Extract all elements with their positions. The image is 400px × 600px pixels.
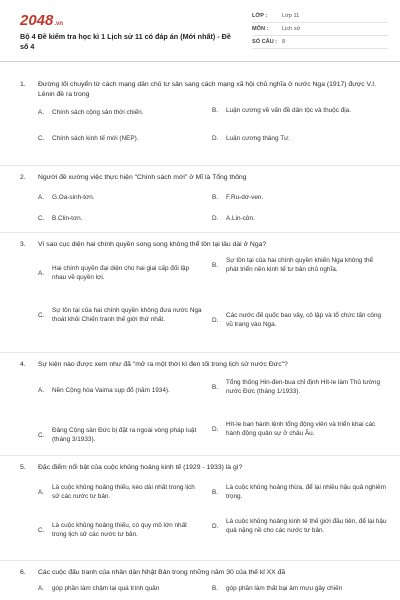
meta-table [252, 10, 388, 49]
divider [0, 352, 400, 353]
option-a[interactable]: A. G.Oa-sinh-tơn. [38, 193, 95, 201]
option-b[interactable]: B. F.Ru-dơ-ven. [212, 193, 264, 201]
question-text: Vì sao cục diện hai chính quyền song song không thể tồn tại lâu dài ở Nga? [38, 241, 267, 248]
question-number: 5. [20, 464, 26, 471]
document-title: Bộ 4 Đề kiểm tra học kì 1 Lịch sử 11 có đáp án (Mới nhất) - Đề số 4 [20, 32, 231, 51]
option-c[interactable]: C. Đảng Cộng sản Đức bị đặt ra ngoài vòng pháp luật (tháng 3/1933). [38, 426, 197, 444]
page-header [0, 0, 400, 62]
logo-text: 2048 [20, 12, 54, 29]
options [20, 256, 392, 356]
question-number: 6. [20, 569, 26, 576]
divider [0, 232, 400, 233]
options [20, 584, 392, 598]
option-b[interactable]: B. Luận cương về vấn đề dân tộc và thuộc địa. [212, 106, 352, 114]
question-text: Các cuộc đấu tranh của nhân dân Nhật Bản trong những năm 30 của thế kỉ XX đã [38, 569, 286, 576]
option-b[interactable]: B. Là cuộc khủng hoảng thừa, để lại nhiều hậu quả nghiêm trọng. [212, 483, 386, 501]
meta-row-class [252, 10, 388, 23]
option-a[interactable]: A. góp phần làm chậm lại quá trình quân [38, 584, 160, 592]
option-a[interactable]: A. Chính sách cộng sản thời chiến. [38, 108, 144, 116]
option-d[interactable]: D. Hít-le ban hành lệnh tổng động viên và triển khai các hành động quân sự ở châu Âu. [212, 420, 376, 438]
option-d[interactable]: D. Luận cương tháng Tư. [212, 134, 291, 142]
option-d[interactable]: D. A.Lin-côn. [212, 214, 255, 222]
meta-key: SỐ CÂU : [252, 39, 278, 45]
question-2 [20, 173, 392, 229]
question-number: 4. [20, 361, 26, 368]
question-1 [20, 80, 392, 152]
question-4 [20, 360, 392, 466]
divider [0, 560, 400, 561]
site-logo[interactable] [20, 12, 63, 29]
option-c[interactable]: C. B.Clin-tơn. [38, 214, 83, 222]
option-b[interactable]: B. góp phần làm thất bại âm mưu gây chiến [212, 584, 343, 592]
meta-key: MÔN : [252, 26, 269, 32]
options [20, 106, 392, 152]
logo-suffix: .vn [54, 21, 64, 27]
question-number: 2. [20, 174, 26, 181]
question-number: 1. [20, 81, 26, 88]
options [20, 479, 392, 563]
question-5 [20, 463, 392, 563]
meta-row-subject [252, 23, 388, 36]
meta-value: Lịch sử [282, 26, 301, 32]
option-d[interactable]: D. Các nước đế quốc bao vây, cô lập và tổ chức tấn công vũ trang vào Nga. [212, 311, 382, 329]
option-a[interactable]: A. Hai chính quyền đại diện cho hai giai cấp đối lập nhau về quyền lợi. [38, 264, 190, 282]
option-c[interactable]: C. Là cuộc khủng hoảng thiếu, có quy mô lớn nhất trong lịch sử các nước tư bản. [38, 521, 187, 539]
option-a[interactable]: A. Là cuộc khủng hoảng thiếu, kéo dài nhất trong lịch sử các nước tư bản. [38, 483, 195, 501]
divider [0, 165, 400, 166]
options [20, 376, 392, 466]
option-a[interactable]: A. Nền Cộng hòa Vaima sụp đổ (năm 1934). [38, 386, 170, 394]
question-number: 3. [20, 241, 26, 248]
option-b[interactable]: B. Tổng thống Hin-đen-bua chỉ định Hít-le làm Thủ tướng nước Đức (tháng 1/1933). [212, 378, 380, 396]
option-d[interactable]: D. Là cuộc khủng hoảng kinh tế thế giới đầu tiên, để lại hậu quả nặng nề cho các nước tư bản. [212, 517, 387, 535]
divider [0, 455, 400, 456]
question-text: Người đề xướng việc thực hiện "Chính sách mới" ở Mĩ là Tổng thống [38, 174, 247, 181]
option-b[interactable]: B. Sự tồn tại của hai chính quyền khiến Nga không thể phát triển nền kinh tế tư bản chủ nghĩa. [212, 256, 374, 274]
question-text: Sự kiện nào được xem như đã "mở ra một thời kì đen tối trong lịch sử nước Đức"? [38, 361, 288, 368]
option-c[interactable]: C. Chính sách kinh tế mới (NEP). [38, 134, 139, 142]
options [20, 189, 392, 229]
question-text: Đường lối chuyển từ cách mạng dân chủ tư sản sang cách mạng xã hội chủ nghĩa ở nước Nga (1917) được V.I. Lênin đề ra trong [38, 81, 377, 98]
question-text: Đặc điểm nổi bật của cuộc khủng hoảng kinh tế (1929 - 1933) là gì? [38, 464, 243, 471]
option-c[interactable]: C. Sự tồn tại của hai chính quyền không đưa nước Nga thoát khỏi Chiến tranh thế giới thứ nhất. [38, 306, 202, 324]
meta-key: LỚP : [252, 13, 268, 19]
meta-value: 8 [282, 39, 286, 45]
meta-row-count [252, 36, 388, 49]
question-6 [20, 568, 392, 598]
question-3 [20, 240, 392, 356]
meta-value: Lớp 11 [282, 13, 300, 19]
